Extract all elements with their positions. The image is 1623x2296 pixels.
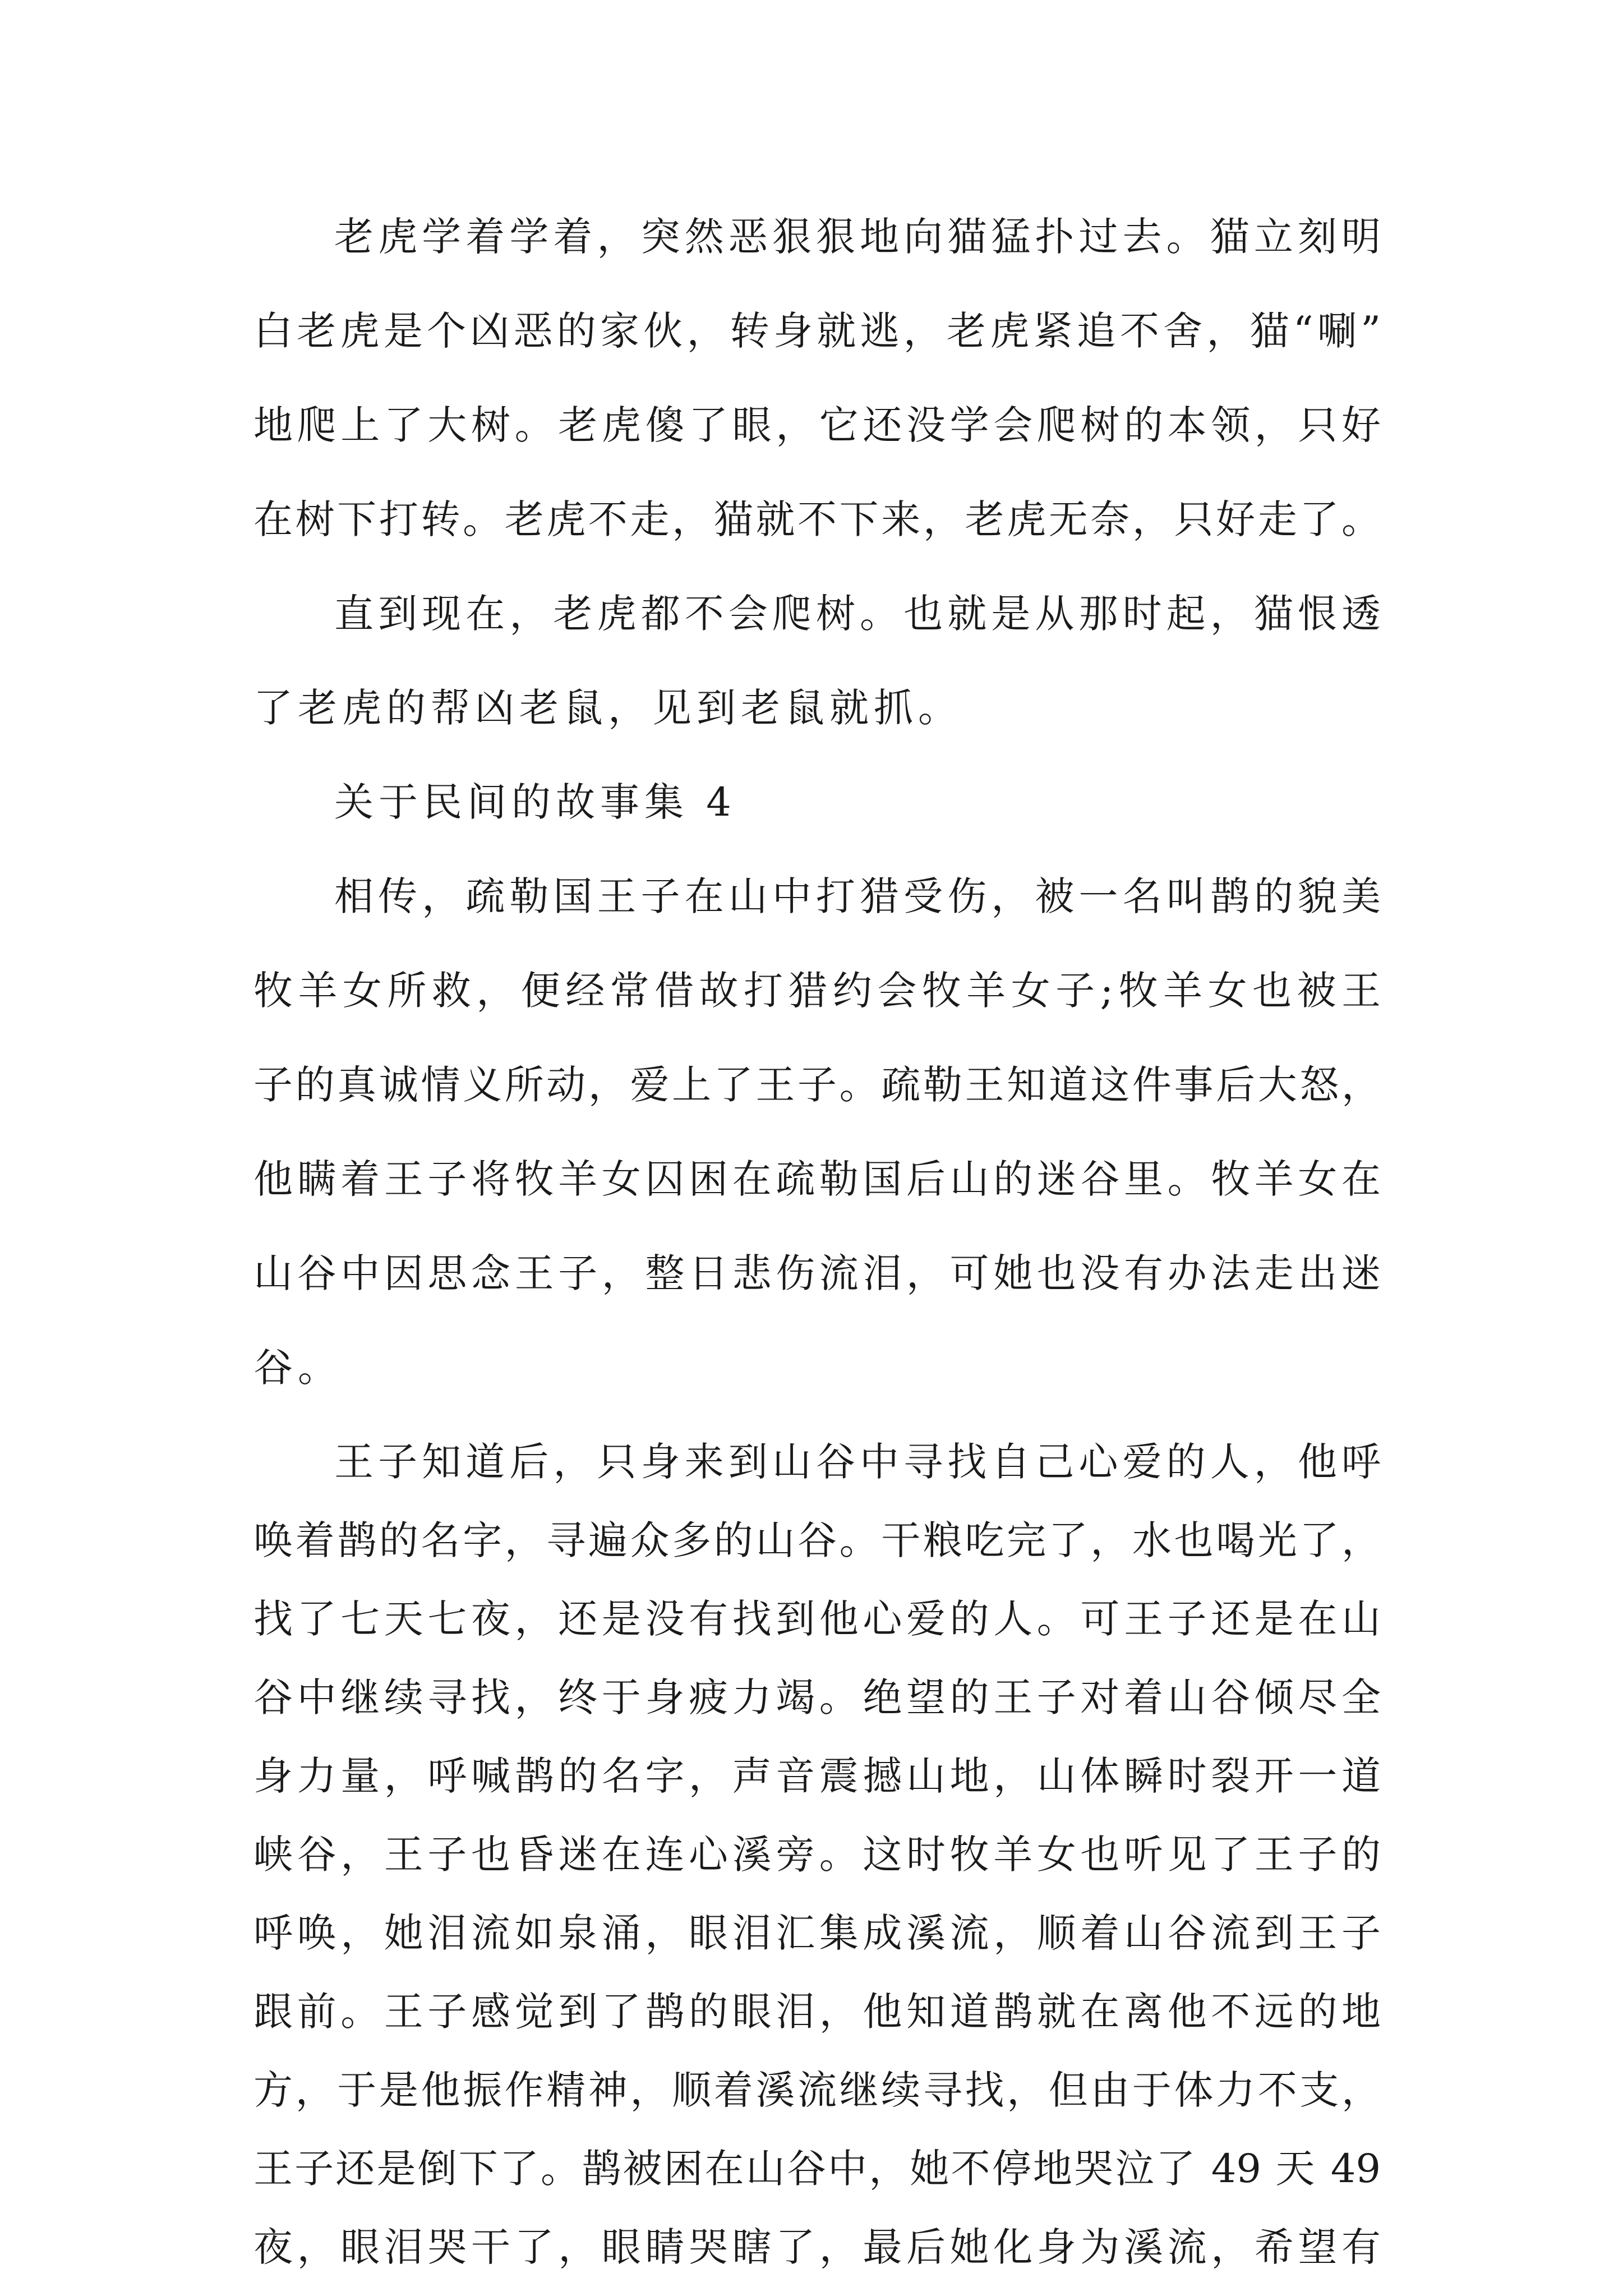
paragraph-3-line-4: 他瞒着王子将牧羊女囚困在疏勒国后山的迷谷里。牧羊女在: [253, 1156, 1381, 1202]
paragraph-4-line-2: 唤着鹊的名字，寻遍众多的山谷。干粮吃完了，水也喝光了，: [253, 1517, 1381, 1563]
paragraph-4-line-9: 方，于是他振作精神，顺着溪流继续寻找，但由于体力不支，: [253, 2067, 1381, 2113]
paragraph-4-line-10: 王子还是倒下了。鹊被困在山谷中，她不停地哭泣了 49 天 49: [253, 2146, 1381, 2192]
paragraph-4-line-11: 夜，眼泪哭干了，眼睛哭瞎了，最后她化身为溪流，希望有: [253, 2224, 1381, 2270]
paragraph-1-line-2: 白老虎是个凶恶的家伙，转身就逃，老虎紧追不舍，猫“唰”: [253, 308, 1381, 354]
paragraph-2-line-1: 直到现在，老虎都不会爬树。也就是从那时起，猫恨透: [334, 591, 1381, 637]
paragraph-4-line-5: 身力量，呼喊鹊的名字，声音震撼山地，山体瞬时裂开一道: [253, 1753, 1381, 1799]
paragraph-4-line-3: 找了七天七夜，还是没有找到他心爱的人。可王子还是在山: [253, 1596, 1381, 1642]
paragraph-3-line-6: 谷。: [253, 1345, 342, 1391]
paragraph-1-line-1: 老虎学着学着，突然恶狠狠地向猫猛扑过去。猫立刻明: [334, 214, 1381, 260]
paragraph-4-line-8: 跟前。王子感觉到了鹊的眼泪，他知道鹊就在离他不远的地: [253, 1989, 1381, 2035]
paragraph-3-line-3: 子的真诚情义所动，爱上了王子。疏勒王知道这件事后大怒，: [253, 1062, 1381, 1108]
paragraph-3-line-5: 山谷中因思念王子，整日悲伤流泪，可她也没有办法走出迷: [253, 1250, 1381, 1296]
paragraph-4-line-1: 王子知道后，只身来到山谷中寻找自己心爱的人，他呼: [334, 1439, 1381, 1485]
paragraph-1-line-4: 在树下打转。老虎不走，猫就不下来，老虎无奈，只好走了。: [253, 496, 1381, 542]
paragraph-3-line-2: 牧羊女所救，便经常借故打猎约会牧羊女子;牧羊女也被王: [253, 968, 1381, 1014]
paragraph-3-line-1: 相传，疏勒国王子在山中打猎受伤，被一名叫鹊的貌美: [334, 873, 1381, 919]
paragraph-4-line-4: 谷中继续寻找，终于身疲力竭。绝望的王子对着山谷倾尽全: [253, 1674, 1381, 1720]
paragraph-4-line-7: 呼唤，她泪流如泉涌，眼泪汇集成溪流，顺着山谷流到王子: [253, 1910, 1381, 1956]
section-heading: 关于民间的故事集 4: [334, 779, 736, 825]
paragraph-1-line-3: 地爬上了大树。老虎傻了眼，它还没学会爬树的本领，只好: [253, 402, 1381, 448]
paragraph-2-line-2: 了老虎的帮凶老鼠，见到老鼠就抓。: [253, 685, 962, 731]
paragraph-4-line-6: 峡谷，王子也昏迷在连心溪旁。这时牧羊女也听见了王子的: [253, 1832, 1381, 1878]
